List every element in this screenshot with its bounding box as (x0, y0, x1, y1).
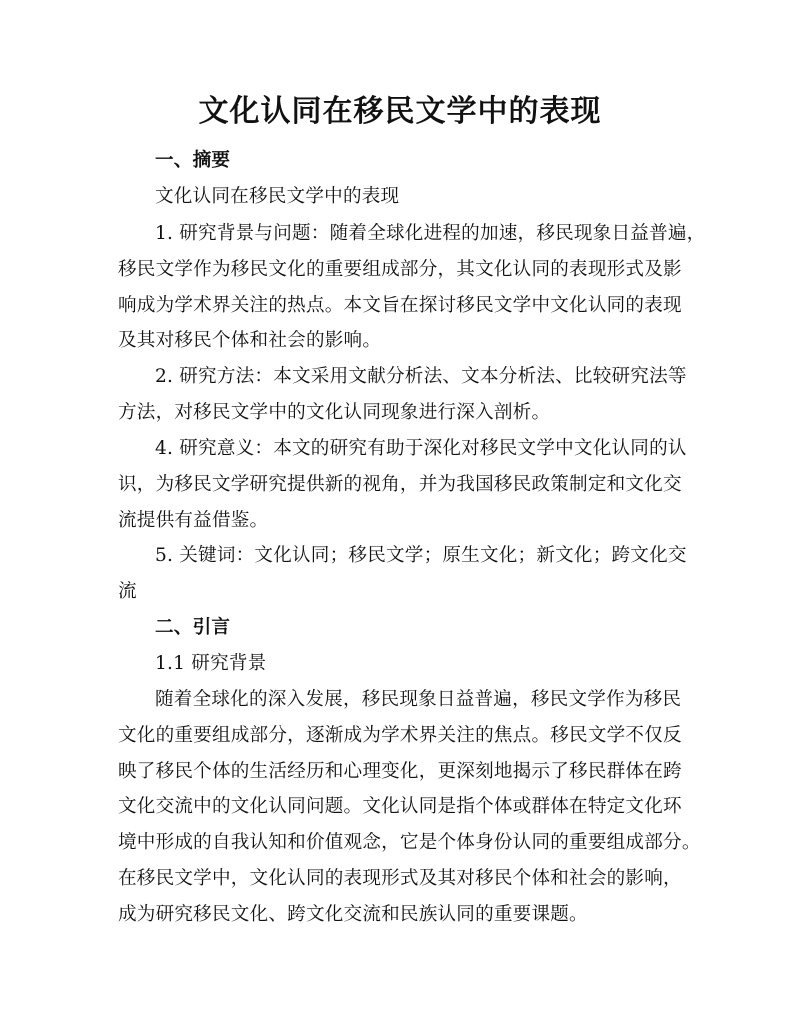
abstract-item2-line: 方法，对移民文学中的文化认同现象进行深入剖析。 (118, 402, 551, 423)
intro-paragraph-line: 境中形成的自我认知和价值观念，它是个体身份认同的重要组成部分。 (118, 832, 701, 853)
intro-paragraph-line: 文化交流中的文化认同问题。文化认同是指个体或群体在特定文化环 (118, 796, 682, 817)
intro-heading: 二、引言 (155, 617, 231, 638)
abstract-item4-line: 识，为移民文学研究提供新的视角，并为我国移民政策制定和文化交 (118, 474, 682, 495)
intro-paragraph-line: 在移民文学中，文化认同的表现形式及其对移民个体和社会的影响， (118, 868, 682, 889)
intro-paragraph-line: 成为研究移民文化、跨文化交流和民族认同的重要课题。 (118, 904, 588, 925)
abstract-item2-line: 2. 研究方法：本文采用文献分析法、文本分析法、比较研究法等 (155, 366, 687, 387)
intro-paragraph-line: 随着全球化的深入发展，移民现象日益普遍，移民文学作为移民 (155, 689, 682, 710)
abstract-item4-line: 4. 研究意义：本文的研究有助于深化对移民文学中文化认同的认 (155, 438, 687, 459)
abstract-item1-line: 及其对移民个体和社会的影响。 (118, 330, 382, 351)
abstract-subtitle: 文化认同在移民文学中的表现 (155, 186, 400, 207)
abstract-item5-line: 流 (118, 581, 137, 602)
abstract-item4-line: 流提供有益借鉴。 (118, 510, 269, 531)
intro-paragraph-line: 文化的重要组成部分，逐渐成为学术界关注的焦点。移民文学不仅反 (118, 725, 682, 746)
document-title: 文化认同在移民文学中的表现 (198, 94, 602, 129)
intro-paragraph-line: 映了移民个体的生活经历和心理变化，更深刻地揭示了移民群体在跨 (118, 761, 682, 782)
intro-subheading: 1.1 研究背景 (155, 653, 267, 674)
abstract-item1-line: 响成为学术界关注的热点。本文旨在探讨移民文学中文化认同的表现 (118, 295, 682, 316)
abstract-item1-line: 移民文学作为移民文化的重要组成部分，其文化认同的表现形式及影 (118, 259, 682, 280)
abstract-item5-line: 5. 关键词：文化认同；移民文学；原生文化；新文化；跨文化交 (155, 545, 687, 566)
abstract-item1-line: 1. 研究背景与问题：随着全球化进程的加速，移民现象日益普遍， (155, 223, 706, 244)
abstract-heading: 一、摘要 (155, 150, 231, 171)
